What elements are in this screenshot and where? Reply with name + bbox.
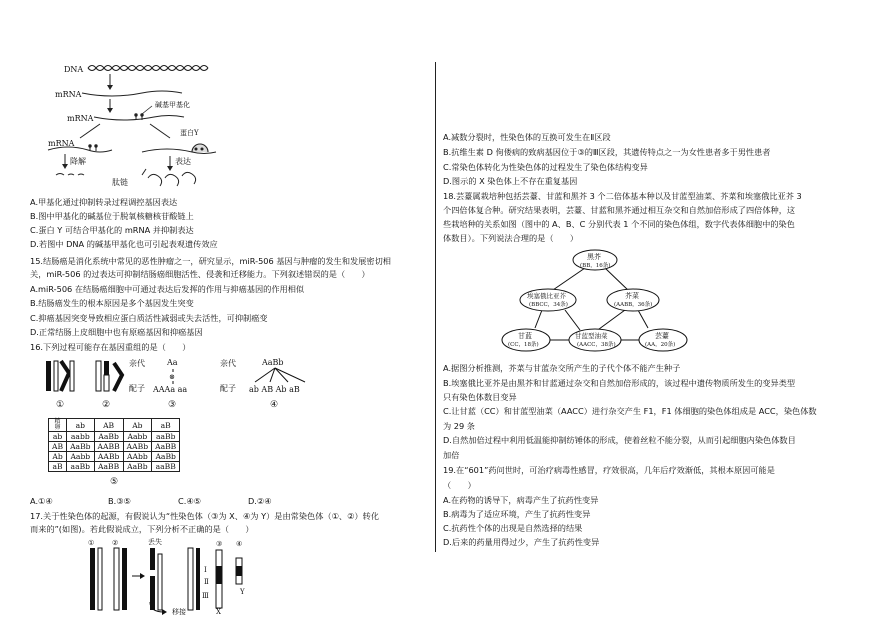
punnett-cell: Aabb [67,452,94,462]
q14-mrna3-label: mRNA [48,139,75,148]
node-youcai [569,329,621,351]
q14-degrade-label: 降解 [70,157,86,166]
heijie-name: 黑芥 [587,253,601,261]
punnett-cell: AABb [94,452,123,462]
youcai-name: 甘蓝型油菜 [575,332,608,340]
punnett-cell: AABb [123,442,151,452]
punnett-cell: aaBb [67,462,94,472]
punnett-row [49,452,180,462]
q17-region-1: Ⅰ [204,566,207,574]
q14-figure-svg [30,60,230,195]
q18-stem-line-2: 个四倍体复合种。研究结果表明，芸薹、甘蓝和黑芥通过相互杂交和自然加倍形成了四倍体种，这 [443,205,796,215]
punnett-corner [49,419,67,432]
q17-x-label: X [216,608,221,616]
q17-option-c: C.常染色体转化为性染色体的过程发生了染色体结构变异 [443,162,648,172]
q14-express-label: 表达 [175,157,191,166]
q17-y-label: Y [240,588,245,596]
q16-label-4: ④ [270,400,279,410]
q19-stem-line-2: （ ） [443,480,476,490]
q17-option-d: D.图示的 X 染色体上不存在重复基因 [443,176,578,186]
q17-label-3: ③ [216,540,223,548]
q16-label-2: ② [102,400,111,410]
punnett-header-row [49,419,180,432]
punnett-cell: Ab [49,452,67,462]
punnett-cell: aB [49,462,67,472]
q16-stem: 16.下列过程可能存在基因重组的是（ ） [30,342,191,352]
q14-methylation-figure [30,60,230,195]
q16-figure-svg [30,355,340,415]
node-heijie [573,250,617,270]
q18-option-b-line-2: 只有染色体数目变异 [443,392,517,402]
q16-parent-label-a: 亲代 [129,359,145,368]
aise-name: 埃塞俄比亚芥 [527,292,566,300]
q15-stem-line-2: 关，miR-506 的过表达可抑制结肠癌细胞活性、侵袭和迁移能力。下列叙述错误的是（ ） [30,269,370,279]
process-1-crossing [46,361,74,391]
q16-aabb-gametes: ab AB Ab aB [249,385,300,394]
q17-figure-svg [80,536,260,614]
punnett-cell: aabb [67,432,94,442]
q16-gamete-label-a: 配子 [129,384,145,393]
ganlan-name: 甘蓝 [518,332,532,340]
node-jiecai [607,289,659,311]
q18-option-d-line-2: 加倍 [443,450,460,460]
q18-brassica-figure [500,248,710,358]
node-ganlan [502,329,550,351]
punnett-header-cell: AB [94,419,123,432]
punnett-cell: ab [49,432,67,442]
q19-option-b: B.病毒为了适应环境，产生了抗药性变异 [443,509,591,519]
jiecai-name: 芥菜 [625,292,639,300]
node-aise [520,289,576,311]
q16-label-5: ⑤ [110,477,119,487]
punnett-cell: AaBb [123,462,151,472]
node-yuntai [639,329,687,351]
q19-option-a: A.在药物的诱导下，病毒产生了抗药性变异 [443,495,599,505]
q16-option-c: C.④⑤ [178,496,201,506]
aise-info: (BBCC，34条) [529,302,568,308]
q14-mrna1-label: mRNA [55,90,82,99]
q17-label-4: ④ [236,540,243,548]
q16-aabb-parent: AaBb [262,358,284,367]
q17-moved-label: 移接 [172,608,186,616]
punnett-corner-bottom: 卵 [54,424,61,431]
punnett-cell: AaBB [94,462,123,472]
punnett-header-cell: Ab [123,419,151,432]
q18-stem-line-3: 些栽培种的关系如图（图中的 A、B、C 分别代表 1 个不同的染色体组，数字代表体细胞中的染色 [443,219,795,229]
ganlan-info: (CC，18条) [508,342,539,348]
q19-option-c: C.抗药性个体的出现是自然选择的结果 [443,523,583,533]
punnett-cell: AaBb [67,442,94,452]
punnett-cell: AaBb [152,452,180,462]
q14-option-b: B.图中甲基化的碱基位于脱氧核糖核苷酸链上 [30,211,194,221]
q15-option-d: D.正常结肠上皮细胞中也有原癌基因和抑癌基因 [30,327,203,337]
q18-option-d-line-1: D.自然加倍过程中利用低温能抑制纺锤体的形成，使着丝粒不能分裂，从而引起细胞内染色体数目 [443,435,796,445]
punnett-corner-top: 精 [54,418,61,425]
process-2-translocation [96,361,122,391]
q14-dna-label: DNA [64,65,84,74]
q14-option-c: C.蛋白 Y 可结合甲基化的 mRNA 并抑制表达 [30,225,194,235]
q18-option-a: A.据图分析推测，芥菜与甘蓝杂交所产生的子代个体不能产生种子 [443,363,681,373]
protein-y-shape [192,144,208,152]
q14-peptide-label: 肽链 [112,178,128,187]
q17-stem-line-1: 17.关于性染色体的起源，有假说认为“性染色体（③为 X、④为 Y）是由常染色体（①、②）转化 [30,511,380,521]
q14-protein-y-label: 蛋白Y [180,129,199,137]
q16-option-a: A.①④ [30,496,53,506]
q15-option-c: C.抑癌基因突变导致相应蛋白质活性减弱或失去活性，可抑制癌变 [30,313,268,323]
q18-stem-line-1: 18.芸薹属栽培种包括芸薹、甘蓝和黑芥 3 个二倍体基本种以及甘蓝型油菜、芥菜和埃塞俄比亚芥 3 [443,191,802,201]
q16-label-3: ③ [168,400,177,410]
mrna1-strand [82,91,182,96]
q17-region-2: Ⅱ [204,578,209,586]
q19-stem-line-1: 19.在“601”药问世时，可治疗病毒性感冒，疗效很高，几年后疗效渐低，其根本原因可能是 [443,465,775,475]
q14-mrna2-label: mRNA [67,114,94,123]
punnett-cell: AB [49,442,67,452]
q17-option-b: B.抗维生素 D 佝偻病的致病基因位于③的Ⅲ区段，其遗传特点之一为女性患者多于男性患者 [443,147,771,157]
q17-lost-label: 丢失 [148,538,162,546]
q16-parent-label-b: 亲代 [220,359,236,368]
q16-punnett-table [48,418,180,472]
q17-option-a: A.减数分裂时，性染色体的互换可发生在Ⅱ区段 [443,132,611,142]
punnett-cell: Aabb [123,432,151,442]
q17-label-1: ① [88,539,95,547]
q16-processes-figure [30,355,340,415]
q15-option-a: A.miR-506 在结肠癌细胞中可通过表达后发挥的作用与抑癌基因的作用相似 [30,284,305,294]
q16-option-d: D.②④ [248,496,272,506]
punnett-cell: aaBb [152,432,180,442]
q16-gamete-label-b: 配子 [220,384,236,393]
punnett-header-cell: aB [152,419,180,432]
punnett-cell: AAbb [123,452,151,462]
q16-option-b: B.③⑤ [108,496,131,506]
q17-stem-line-2: 而来的”(如图)。若此假说成立，下列分析不正确的是（ ） [30,524,254,534]
punnett-header-cell: ab [67,419,94,432]
yuntai-info: (AA，20条) [645,342,676,348]
q19-option-d: D.后来的药量用得过少，产生了抗药性变异 [443,537,600,547]
q17-sex-chromosome-figure [80,536,260,614]
heijie-info: (BB，16条) [580,263,611,269]
q17-region-3: Ⅲ [202,592,209,600]
mrna2-strand [94,116,184,121]
q18-option-b-line-1: B.埃塞俄比亚芥是由黑芥和甘蓝通过杂交和自然加倍形成的，该过程中遗传物质所发生的变异类型 [443,378,796,388]
yuntai-name: 芸薹 [655,332,669,340]
punnett-row [49,432,180,442]
q17-label-2: ② [112,539,119,547]
selfing-symbol: ⊗ [169,373,175,381]
q18-figure-svg [500,248,710,358]
q16-aa-gametes: AAAa aa [153,385,188,394]
q18-option-c-line-2: 为 29 条 [443,421,475,431]
punnett-cell: AABB [94,442,123,452]
punnett-row [49,462,180,472]
youcai-info: (AACC，38条) [577,342,616,348]
punnett-row [49,442,180,452]
q18-option-c-line-1: C.让甘蓝（CC）和甘蓝型油菜（AACC）进行杂交产生 F1，F1 体细胞的染色体组成是 ACC，染色体数 [443,406,817,416]
q14-methylation-label: 碱基甲基化 [155,101,190,109]
column-divider [435,62,436,552]
q18-stem-line-4: 体数目）。下列说法合理的是（ ） [443,233,579,243]
punnett-cell: AaBb [94,432,123,442]
punnett-cell: AaBB [152,442,180,452]
q14-option-a: A.甲基化通过抑制转录过程调控基因表达 [30,197,178,207]
punnett-cell: aaBB [152,462,180,472]
q16-label-1: ① [56,400,65,410]
q14-option-d: D.若图中 DNA 的碱基甲基化也可引起表观遗传效应 [30,239,218,249]
q15-option-b: B.结肠癌发生的根本原因是多个基因发生突变 [30,298,194,308]
q16-aa-parent: Aa [167,358,178,367]
jiecai-info: (AABB，36条) [614,302,653,308]
q15-stem-line-1: 15.结肠癌是消化系统中常见的恶性肿瘤之一，研究显示，miR-506 基因与肿瘤的发生和发展密切相 [30,256,391,266]
